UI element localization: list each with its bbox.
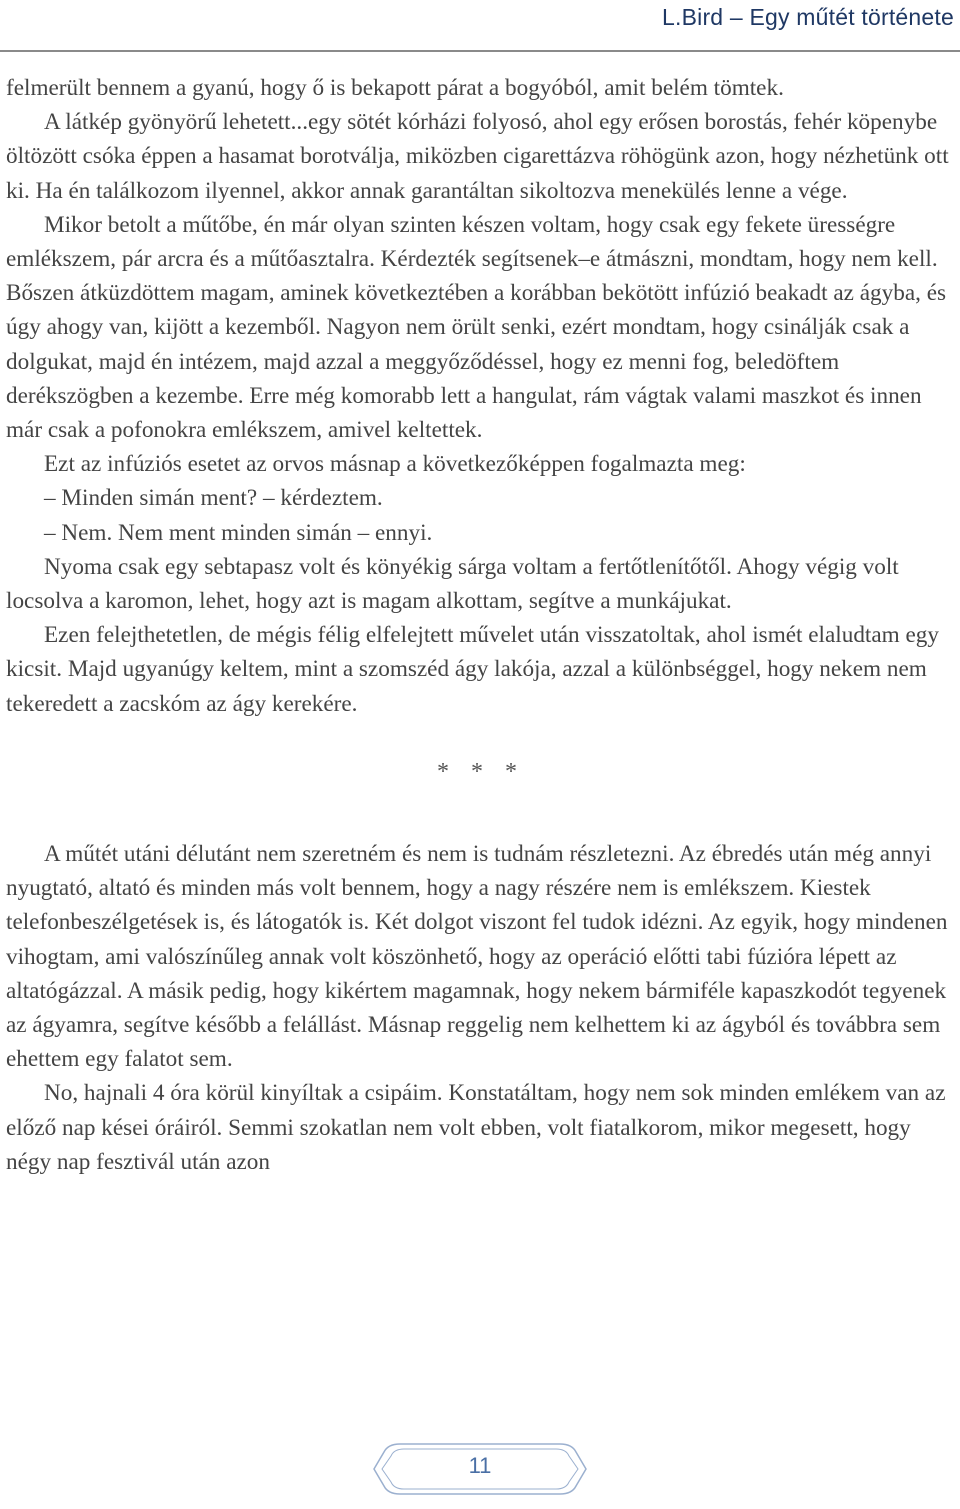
paragraph-3: Mikor betolt a műtőbe, én már olyan szinten készen voltam, hogy csak egy fekete ürességre emlékszem, pár arcra és a műtőasztalra. Kérdezték segítsenek–e átmászni, mondtam, hogy nem kell. Bőszen átküzdöttem magam, aminek következtében a korábban bekötött infúzió beakadt az ágyba, és úgy ahogy van, kijött a kezemből. Nagyon nem örült senki, ezért mondtam, hogy csinálják csak a dolgukat, majd én intézem, majd azzal a meggyőződéssel, hogy ez menni fog, beledöftem derékszögben a kezembe. Erre még komorabb lett a hangulat, rám vágtak valami maszkot és innen már csak a pofonokra emlékszem, amivel keltettek. xyxy=(6,211,947,444)
section-separator: * * * xyxy=(437,758,525,785)
paragraph-6: Ezen felejthetetlen, de mégis félig elfelejtett művelet után visszatoltak, ahol ismét elaludtam egy kicsit. Majd ugyanúgy keltem, mint a szomszéd ágy lakója, azzal a különbséggel, hogy nekem nem tekeredett a zacskóm az ágy kerekére. xyxy=(6,622,939,717)
paragraph-4: Ezt az infúziós esetet az orvos másnap a következőképpen fogalmazta meg: xyxy=(44,451,746,478)
page-number: 11 xyxy=(468,1453,492,1478)
body-text xyxy=(6,71,956,1179)
dialog-line-1: – Minden simán ment? – kérdeztem. xyxy=(44,485,383,512)
running-header-title: L.Bird – Egy műtét története xyxy=(662,4,954,30)
header-divider xyxy=(0,50,960,52)
paragraph-8: No, hajnali 4 óra körül kinyíltak a csipáim. Konstatáltam, hogy nem sok minden emlékem van az előző nap kései óráiról. Semmi szokatlan nem volt ebben, volt fiatalkorom, mikor megesett, hogy négy nap fesztivál után azon xyxy=(6,1080,946,1175)
paragraph-7: A műtét utáni délutánt nem szeretném és nem is tudnám részletezni. Az ébredés után még annyi nyugtató, altató és minden más volt bennem, hogy a nagy részére nem is emlékszem. Kiestek telefonbeszélgetések is, és látogatók is. Két dolgot viszont fel tudok idézni. Az egyik, hogy mindenen vihogtam, ami valószínűleg annak volt köszönhető, hogy az operáció előtti tabi fúzióra lépett az altatógázzal. A másik pedig, hogy kikértem magamnak, hogy nekem bármiféle kapaszkodót tegyenek az ágyamra, segítve később a felállást. Másnap reggelig nem kelhettem ki az ágyból és továbbra sem ehettem egy falatot sem. xyxy=(6,841,948,1073)
paragraph-2: A látkép gyönyörű lehetett...egy sötét kórházi folyosó, ahol egy erősen borostás, fehér köpenybe öltözött csóka éppen a hasamat borotválja, miközben cigarettázva röhögünk azon, hogy nézhetünk ott ki. Ha én találkozom ilyennel, akkor annak garantáltan sikoltozva menekülés lenne a vége. xyxy=(6,109,949,204)
paragraph-1: felmerült bennem a gyanú, hogy ő is bekapott párat a bogyóból, amit belém tömtek. xyxy=(6,75,784,101)
paragraph-5: Nyoma csak egy sebtapasz volt és könyékig sárga voltam a fertőtlenítőtől. Ahogy végig volt locsolva a karomon, lehet, hogy azt is magam alkottam, segítve a munkájukat. xyxy=(6,553,899,615)
page-footer xyxy=(340,1438,620,1500)
dialog-line-2: – Nem. Nem ment minden simán – ennyi. xyxy=(44,519,433,546)
